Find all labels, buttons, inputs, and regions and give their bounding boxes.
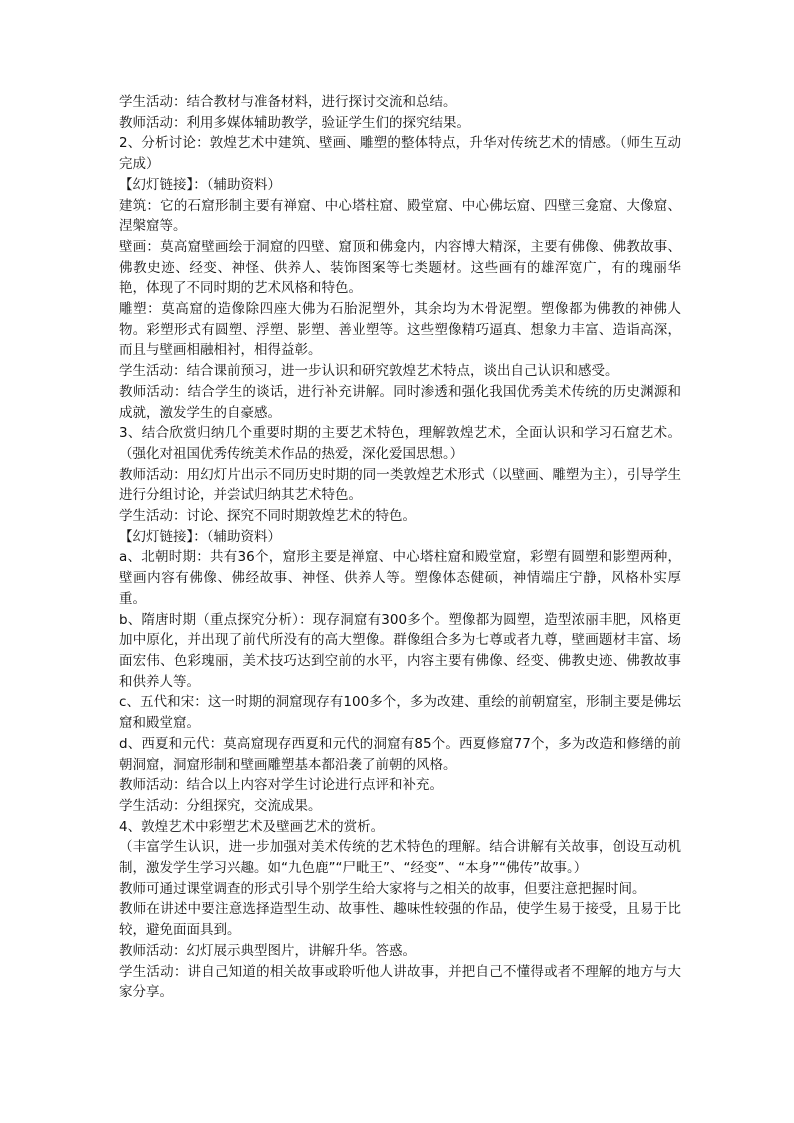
paragraph-slide-link-1: 【幻灯链接】：（辅助资料） [119,176,281,193]
paragraph-student-activity-preview: 学生活动：结合课前预习，进一步认识和研究敦煌艺术特点，谈出自己认识和感受。 [119,363,619,380]
paragraph-student-activity-summary: 学生活动：结合教材与准备材料，进行探讨交流和总结。 [119,94,457,110]
paragraph-teacher-activity-supplement: 教师活动：结合学生的谈话，进行补充讲解。同时渗透和强化我国优秀美术传统的历史渊源和成就，激发学生的自豪感。 [119,383,681,421]
paragraph-sculpture: 雕塑：莫高窟的造像除四座大佛为石胎泥塑外，其余均为木骨泥塑。塑像都为佛教的神佛人物。彩塑形式有圆塑、浮塑、影塑、善业塑等。这些塑像精巧逼真、想象力丰富、造诣高深，而且与壁画相融相衬，相得益彰。 [119,301,681,359]
paragraph-northern-dynasties: a、北朝时期：共有36个，窟形主要是禅窟、中心塔柱窟和殿堂窟，彩塑有圆塑和影塑两种，壁画内容有佛像、佛经故事、神怪、供养人等。塑像体态健硕，神情端庄宁静，风格朴实厚重。 [119,549,681,607]
paragraph-student-activity-discuss: 学生活动：讨论、探究不同时期敦煌艺术的特色。 [119,508,416,525]
paragraph-teacher-activity-images: 教师活动：幻灯展示典型图片，讲解升华。答惑。 [119,942,416,959]
paragraph-teacher-selection: 教师在讲述中要注意选择造型生动、故事性、趣味性较强的作品，使学生易于接受，且易于比较，避免面面具到。 [119,901,681,939]
paragraph-slide-link-2: 【幻灯链接】：（辅助资料） [119,528,281,545]
paragraph-teacher-activity-review: 教师活动：结合以上内容对学生讨论进行点评和补充。 [119,777,443,794]
paragraph-teacher-activity-multimedia: 教师活动：利用多媒体辅助教学，验证学生们的探究结果。 [119,114,470,131]
paragraph-sui-tang: b、隋唐时期（重点探究分析）：现存洞窟有300多个。塑像都为圆塑，造型浓丽丰肥，风格更加中原化，并出现了前代所没有的高大塑像。群像组合多为七尊或者九尊，壁画题材丰富、场面宏伟、色彩瑰丽，美术技巧达到空前的水平，内容主要有佛像、经变、佛教史迹、佛教故事和供养人等。 [119,611,681,690]
paragraph-teacher-activity-slides: 教师活动：用幻灯片出示不同历史时期的同一类敦煌艺术形式（以壁画、雕塑为主），引导学生进行分组讨论，并尝试归纳其艺术特色。 [119,466,681,504]
paragraph-five-dynasties-song: c、五代和宋：这一时期的洞窟现存有100多个，多为改建、重绘的前朝窟室，形制主要是佛坛窟和殿堂窟。 [119,694,681,732]
paragraph-section-2-heading: 2、分析讨论：敦煌艺术中建筑、壁画、雕塑的整体特点，升华对传统艺术的情感。（师生互动完成） [119,135,681,173]
document-body [119,92,681,1003]
paragraph-teacher-survey: 教师可通过课堂调查的形式引导个别学生给大家将与之相关的故事，但要注意把握时间。 [119,880,646,897]
paragraph-murals: 壁画：莫高窟壁画绘于洞窟的四壁、窟顶和佛龛内，内容博大精深，主要有佛像、佛教故事、佛教史迹、经变、神怪、供养人、装饰图案等七类题材。这些画有的雄浑宽广，有的瑰丽华艳，体现了不同时期的艺术风格和特色。 [119,238,681,297]
paragraph-architecture: 建筑：它的石窟形制主要有禅窟、中心塔柱窟、殿堂窟、中心佛坛窟、四壁三龛窟、大像窟、涅槃窟等。 [119,197,681,235]
paragraph-western-xia-yuan: d、西夏和元代：莫高窟现存西夏和元代的洞窟有85个。西夏修窟77个，多为改造和修缮的前朝洞窟，洞窟形制和壁画雕塑基本都沿袭了前朝的风格。 [119,735,681,773]
paragraph-section-3-heading: 3、结合欣赏归纳几个重要时期的主要艺术特色，理解敦煌艺术，全面认识和学习石窟艺术。（强化对祖国优秀传统美术作品的热爱，深化爱国思想。） [119,425,681,462]
paragraph-student-activity-group: 学生活动：分组探究，交流成果。 [119,797,322,814]
paragraph-student-activity-stories: 学生活动：讲自己知道的相关故事或聆听他人讲故事，并把自己不懂得或者不理解的地方与大家分享。 [119,963,681,1001]
paragraph-section-4-heading: 4、敦煌艺术中彩塑艺术及壁画艺术的赏析。 [119,818,385,835]
paragraph-section-4-goal: （丰富学生认识，进一步加强对美术传统的艺术特色的理解。结合讲解有关故事，创设互动机制，激发学生学习兴趣。如“九色鹿”“尸毗王”、“经变”、“本身”“佛传”故事。） [119,839,681,877]
